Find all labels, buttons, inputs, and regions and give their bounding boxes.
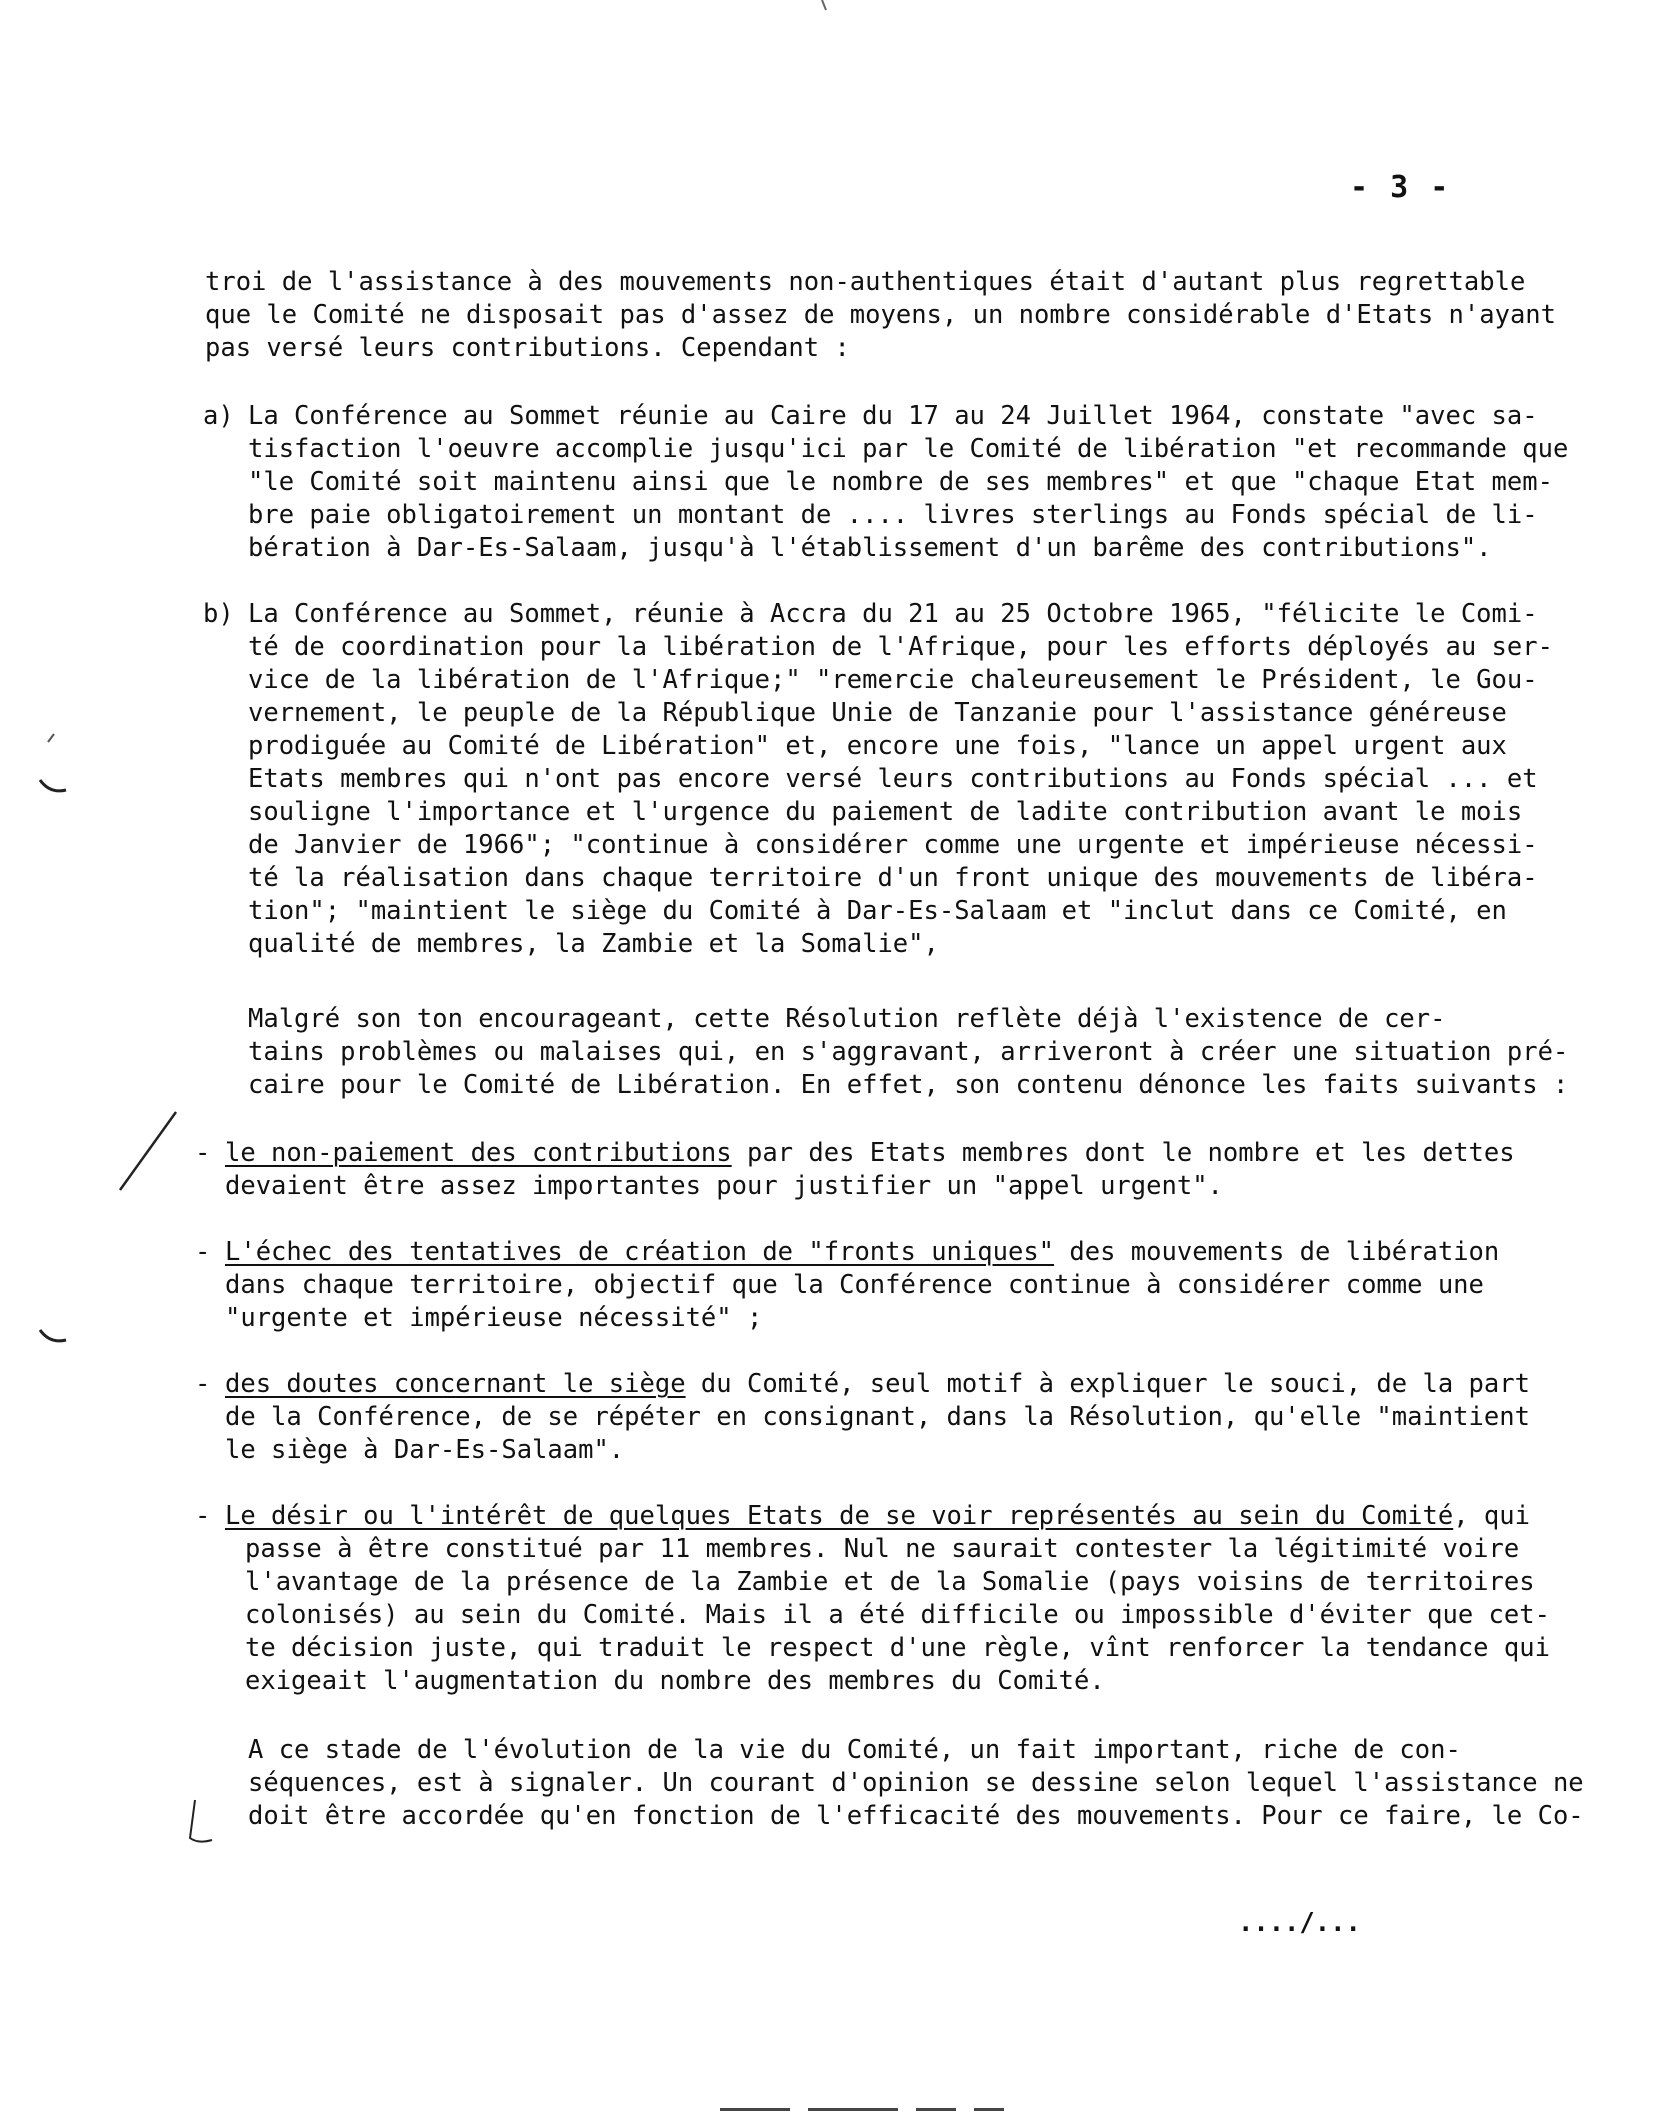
item-b-line: té de coordination pour la libération de l'Afrique, pour les efforts déployés au ser- xyxy=(248,632,1553,662)
stade-line: séquences, est à signaler. Un courant d'opinion se dessine selon lequel l'assistance ne xyxy=(248,1768,1584,1798)
bullet-1-rest: par des Etats membres dont le nombre et les dettes xyxy=(731,1138,1515,1168)
malgre-line: caire pour le Comité de Libération. En effet, son contenu dénonce les faits suivants : xyxy=(248,1070,1569,1100)
bullet-4-line: colonisés) au sein du Comité. Mais il a été difficile ou impossible d'éviter que cet- xyxy=(245,1600,1550,1630)
bullet-4-line: te décision juste, qui traduit le respect d'une règle, vînt renforcer la tendance qui xyxy=(245,1633,1550,1663)
page-number: - 3 - xyxy=(1350,170,1451,205)
bullet-2-line: dans chaque territoire, objectif que la Conférence continue à considérer comme une xyxy=(225,1270,1484,1300)
intro-line: troi de l'assistance à des mouvements non-authentiques était d'autant plus regrettable xyxy=(205,267,1526,297)
cut-off-text-fragment xyxy=(720,2096,1080,2102)
margin-tick-mark xyxy=(48,734,54,742)
bullet-4-line: passe à être constitué par 11 membres. Nul ne saurait contester la légitimité voire xyxy=(245,1534,1520,1564)
bullet-3-marker: - xyxy=(195,1369,211,1399)
margin-bracket-mark xyxy=(190,1800,212,1842)
bullet-2-marker: - xyxy=(195,1237,211,1267)
margin-curve-mark xyxy=(40,1330,66,1341)
edge-mark xyxy=(822,0,826,10)
item-a-marker: a) xyxy=(203,401,234,431)
item-a-line: tisfaction l'oeuvre accomplie jusqu'ici par le Comité de libération "et recommande que xyxy=(248,434,1569,464)
item-b-line: prodiguée au Comité de Libération" et, encore une fois, "lance un appel urgent aux xyxy=(248,731,1507,761)
bullet-2-rest: des mouvements de libération xyxy=(1054,1237,1500,1267)
item-b-line: vice de la libération de l'Afrique;" "remercie chaleureusement le Président, le Gou- xyxy=(248,665,1538,695)
bullet-2-underlined: L'échec des tentatives de création de "fronts uniques" xyxy=(225,1237,1055,1267)
malgre-line: Malgré son ton encourageant, cette Résolution reflète déjà l'existence de cer- xyxy=(248,1004,1446,1034)
stade-line: A ce stade de l'évolution de la vie du Comité, un fait important, riche de con- xyxy=(248,1735,1461,1765)
item-b-line: La Conférence au Sommet, réunie à Accra du 21 au 25 Octobre 1965, "félicite le Comi- xyxy=(248,599,1538,629)
item-b-marker: b) xyxy=(203,599,234,629)
bullet-1-marker: - xyxy=(195,1138,211,1168)
item-a-line: La Conférence au Sommet réunie au Caire du 17 au 24 Juillet 1964, constate "avec sa- xyxy=(248,401,1538,431)
intro-line: pas versé leurs contributions. Cependant : xyxy=(205,333,850,363)
margin-slash-mark xyxy=(120,1112,176,1190)
item-b-line: té la réalisation dans chaque territoire d'un front unique des mouvements de libéra- xyxy=(248,863,1538,893)
malgre-line: tains problèmes ou malaises qui, en s'aggravant, arriveront à créer une situation pré- xyxy=(248,1037,1569,1067)
item-b-line: qualité de membres, la Zambie et la Somalie", xyxy=(248,929,939,959)
item-b-line: tion"; "maintient le siège du Comité à Dar-Es-Salaam et "inclut dans ce Comité, en xyxy=(248,896,1507,926)
item-a-line: "le Comité soit maintenu ainsi que le nombre de ses membres" et que "chaque Etat mem- xyxy=(248,467,1553,497)
intro-line: que le Comité ne disposait pas d'assez de moyens, un nombre considérable d'Etats n'ayant xyxy=(205,300,1557,330)
item-b-line: Etats membres qui n'ont pas encore versé leurs contributions au Fonds spécial ... et xyxy=(248,764,1538,794)
bullet-1-line: devaient être assez importantes pour justifier un "appel urgent". xyxy=(225,1171,1223,1201)
bullet-3-line: de la Conférence, de se répéter en consignant, dans la Résolution, qu'elle "maintient xyxy=(225,1402,1530,1432)
margin-curve-mark xyxy=(40,780,66,791)
bullet-4-marker: - xyxy=(195,1501,211,1531)
bullet-4-line: exigeait l'augmentation du nombre des membres du Comité. xyxy=(245,1666,1105,1696)
bullet-3-line: le siège à Dar-Es-Salaam". xyxy=(225,1435,625,1465)
bullet-4-rest: , qui xyxy=(1453,1501,1530,1531)
item-b-line: vernement, le peuple de la République Unie de Tanzanie pour l'assistance généreuse xyxy=(248,698,1507,728)
item-a-line: bération à Dar-Es-Salaam, jusqu'à l'établissement d'un barême des contributions". xyxy=(248,533,1492,563)
item-a-line: bre paie obligatoirement un montant de .... livres sterlings au Fonds spécial de li- xyxy=(248,500,1538,530)
item-b-line: souligne l'importance et l'urgence du paiement de ladite contribution avant le mois xyxy=(248,797,1523,827)
bullet-4-underlined: Le désir ou l'intérêt de quelques Etats de se voir représentés au sein du Comité xyxy=(225,1501,1454,1531)
bullet-1-underlined: le non-paiement des contributions xyxy=(225,1138,732,1168)
bullet-3-underlined: des doutes concernant le siège xyxy=(225,1369,686,1399)
bullet-3-rest: du Comité, seul motif à expliquer le souci, de la part xyxy=(685,1369,1530,1399)
stade-line: doit être accordée qu'en fonction de l'efficacité des mouvements. Pour ce faire, le Co- xyxy=(248,1801,1584,1831)
bullet-4-line: l'avantage de la présence de la Zambie et de la Somalie (pays voisins de territoires xyxy=(245,1567,1535,1597)
item-b-line: de Janvier de 1966"; "continue à considérer comme une urgente et impérieuse nécessi- xyxy=(248,830,1538,860)
bullet-2-line: "urgente et impérieuse nécessité" ; xyxy=(225,1303,763,1333)
continuation-mark: ..../... xyxy=(1238,1908,1361,1938)
